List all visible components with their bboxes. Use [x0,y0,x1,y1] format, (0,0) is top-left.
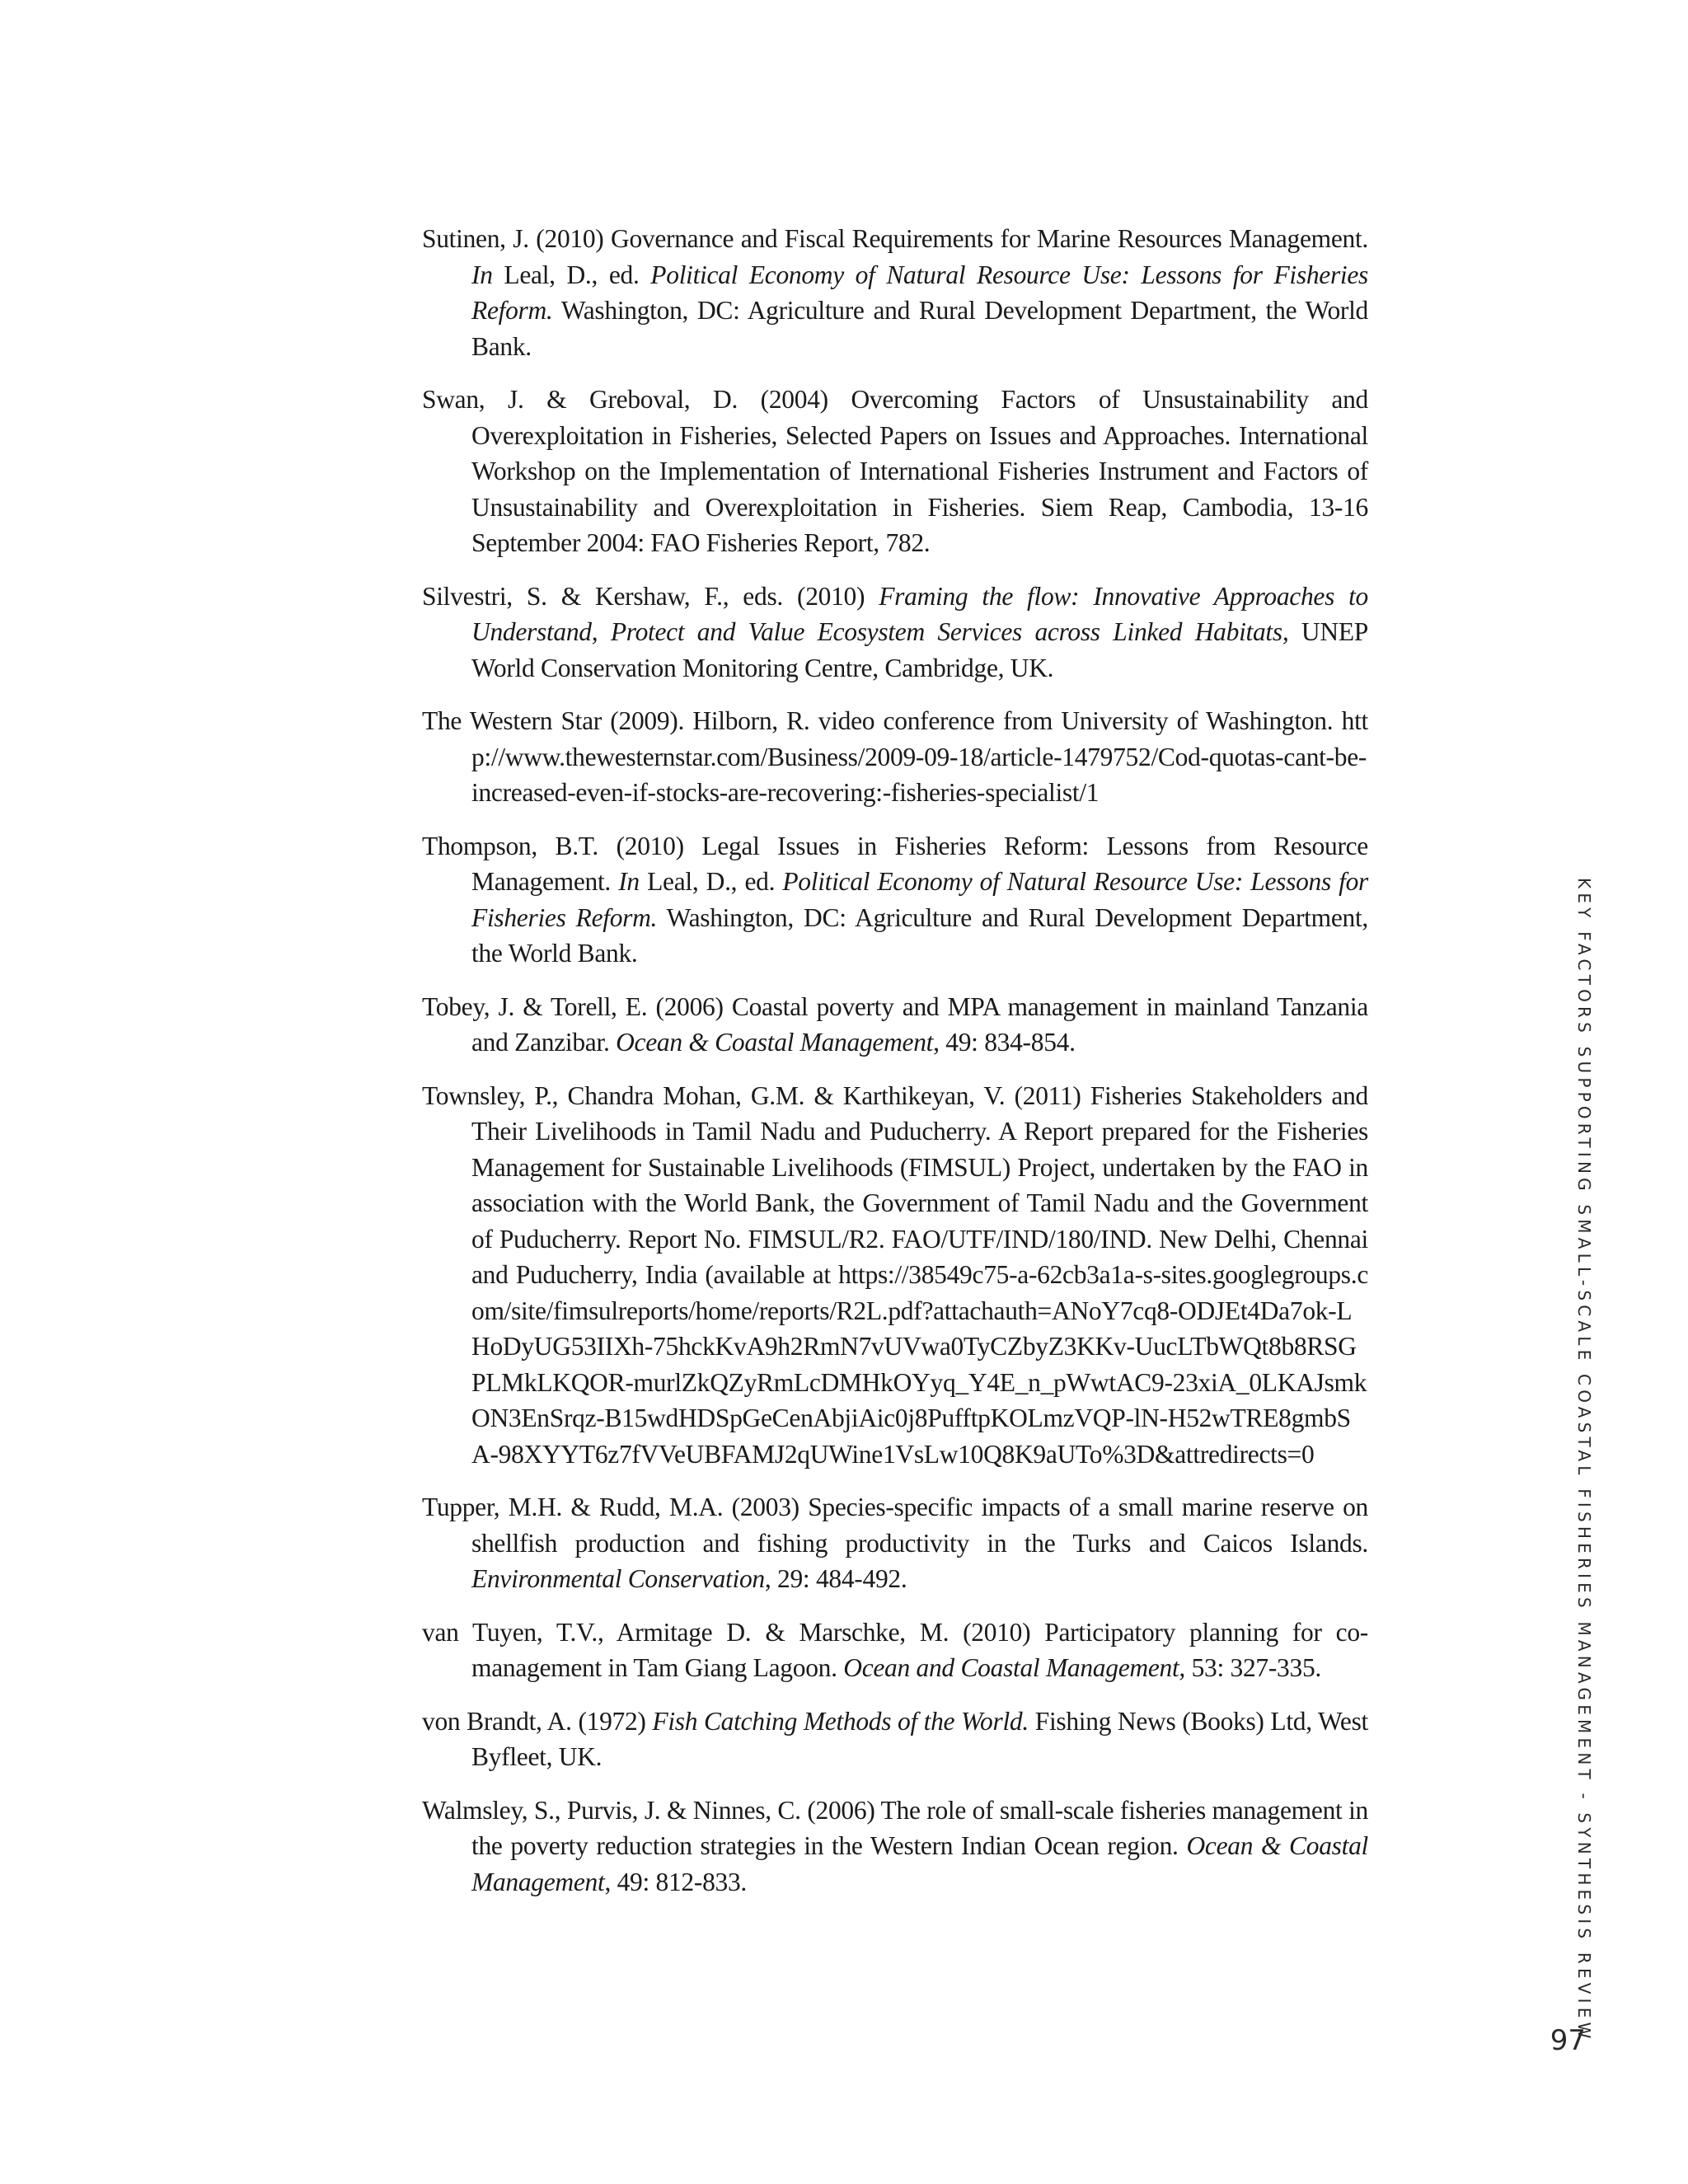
reference-italic-text: Ocean & Coastal Management [616,1028,934,1057]
reference-text: Sutinen, J. (2010) Governance and Fiscal Requirements for Marine Resources Management. [422,224,1368,253]
reference-text: , 29: 484-492. [764,1564,907,1593]
reference-text: Fishing News (Books) Ltd, West Byfleet, UK. [471,1706,1369,1771]
reference-italic-text: Framing the flow: Innovative Approaches to Understand, Protect and Value Ecosystem Services across Linked Habitats, [471,581,1368,646]
reference-entry [422,989,1368,1061]
reference-url: https://38549c75-a-62cb3a1a-s-sites.googlegroups.com/site/fimsulreports/home/reports/R2L.pdf?attachauth=ANoY7cq8-ODJEt4Da7ok-LHoDyUG53IIXh-75hckKvA9h2RmN7vUVwa0TyCZbyZ3KKv-UucLTbWQt8b8RSGPLMkLKQOR-murlZkQZyRmLcDMHkOYyq_Y4E_n_pWwtAC9-23xiA_0LKAJsmkON3EnSrqz-B15wdHDSpGeCenAbjiAic0j8PufftpKOLmzVQP-lN-H52wTRE8gmbSA-98XYYT6z7fVVeUBFAMJ2qUWine1VsLw10Q8K9aUTo%3D&attredirects=0 [471,1260,1368,1469]
reference-text: The Western Star (2009). Hilborn, R. video conference from University of Washington. [422,706,1342,735]
reference-text: , 49: 812-833. [604,1867,747,1896]
reference-text: Tupper, M.H. & Rudd, M.A. (2003) Species-specific impacts of a small marine reserve on shellfish production and fishing productivity in the Turks and Caicos Islands. [422,1493,1368,1558]
page-number: 97 [1550,2024,1586,2057]
reference-text: , 49: 834-854. [933,1028,1076,1057]
reference-text: Washington, DC: Agriculture and Rural Development Department, the World Bank. [471,296,1368,361]
reference-text: UNEP World Conservation Monitoring Centre, Cambridge, UK. [471,617,1368,682]
reference-italic-text: Political Economy of Natural Resource Use: Lessons for Fisheries Reform. [471,260,1369,325]
reference-text: Townsley, P., Chandra Mohan, G.M. & Karthikeyan, V. (2011) Fisheries Stakeholders and Their Livelihoods in Tamil Nadu and Puducherry. A Report prepared for the Fisheries Management for Sustainable Livelihoods (FIMSUL) Project, undertaken by the FAO in association with the World Bank, the Government of Tamil Nadu and the Government of Puducherry. Report No. FIMSUL/R2. FAO/UTF/IND/180/IND. New Delhi, Chennai and Puducherry, India (available at [422,1080,1368,1289]
reference-entry [422,1793,1368,1900]
reference-text: von Brandt, A. (1972) [422,1706,653,1736]
reference-text: Washington, DC: Agriculture and Rural Development Department, the World Bank. [471,902,1368,968]
reference-entry [422,579,1368,687]
reference-entry [422,221,1368,364]
reference-text: Thompson, B.T. (2010) Legal Issues in Fisheries Reform: Lessons from Resource Management. [422,831,1368,896]
reference-entry [422,1078,1368,1473]
reference-italic-text: Fish Catching Methods of the World. [652,1706,1029,1736]
reference-text: van Tuyen, T.V., Armitage D. & Marschke, M. (2010) Participatory planning for co-management in Tam Giang Lagoon. [422,1617,1368,1682]
running-title: KEY FACTORS SUPPORTING SMALL-SCALE COASTAL FISHERIES MANAGEMENT - SYNTHESIS REVIEW [1574,878,1594,2043]
reference-entry [422,828,1368,972]
reference-text: Leal, D., ed. [492,260,651,289]
reference-italic-text: In [618,867,640,896]
reference-italic-text: Political Economy of Natural Resource Use: Lessons for Fisheries Reform. [471,867,1368,932]
reference-url: http://www.thewesternstar.com/Business/2009-09-18/article-1479752/Cod-quotas-cant-be-increased-even-if-stocks-are-recovering:-fisheries-specialist/1 [471,706,1368,807]
reference-entry [422,1704,1368,1775]
reference-text: Walmsley, S., Purvis, J. & Ninnes, C. (2006) The role of small-scale fisheries management in the poverty reduction strategies in the Western Indian Ocean region. [422,1795,1368,1860]
reference-text: Tobey, J. & Torell, E. (2006) Coastal poverty and MPA management in mainland Tanzania and Zanzibar. [422,991,1368,1057]
reference-entry [422,703,1368,811]
reference-list [422,221,1368,1917]
reference-italic-text: Ocean and Coastal Management, [843,1653,1185,1682]
reference-text: Silvestri, S. & Kershaw, F., eds. (2010) [422,581,879,611]
reference-italic-text: Ocean & Coastal Management [471,1831,1368,1896]
reference-italic-text: Environmental Conservation [471,1564,765,1593]
reference-italic-text: In [471,260,493,289]
reference-entry [422,1489,1368,1597]
reference-text: Swan, J. & Greboval, D. (2004) Overcoming Factors of Unsustainability and Overexploitation in Fisheries, Selected Papers on Issues and Approaches. International Workshop on the Implementation of International Fisheries Instrument and Factors of Unsustainability and Overexploitation in Fisheries. Siem Reap, Cambodia, 13-16 September 2004: FAO Fisheries Report, 782. [422,385,1368,557]
reference-text: Leal, D., ed. [639,867,783,896]
reference-text: 53: 327-335. [1185,1653,1321,1682]
reference-entry [422,1615,1368,1686]
reference-entry [422,382,1368,561]
